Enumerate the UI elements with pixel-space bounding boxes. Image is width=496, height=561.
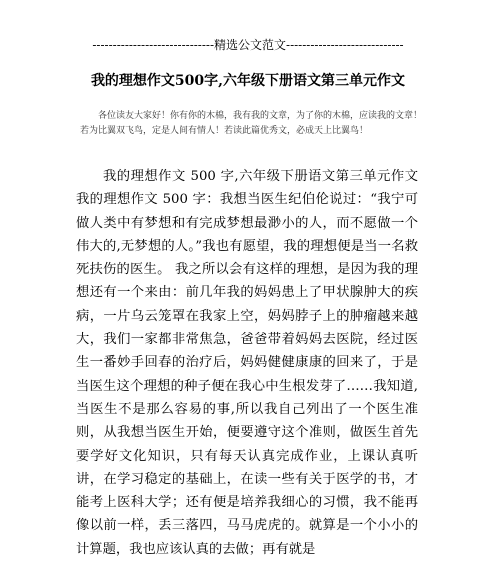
body-paragraph: 我的理想作文 500 字,六年级下册语文第三单元作文我的理想作文 500 字：我想当医生纪伯伦说过：“我宁可做人类中有梦想和有完成梦想最渺小的人，而不愿做一个伟大的,无梦想的人。”我也有愿望，我的理想便是当一名救死扶伤的医生。 我之所以会有这样的理想，是因为我的理想还有一个来由：前几年我的妈妈患上了甲状腺肿大的疾病，一片乌云笼罩在我家上空，妈妈脖子上的肿瘤越来越大，我们一家都非常焦急，爸爸带着妈妈去医院，经过医生一番妙手回春的治疗后，妈妈健健康康的回来了，于是当医生这个理想的种子便在我心中生根发芽了……我知道,当医生不是那么容易的事,所以我自己列出了一个医生准则，从我想当医生开始，便要遵守这个准则，做医生首先要学好文化知识，只有每天认真完成作业，上课认真听讲，在学习稳定的基础上，在读一些有关于医学的书，才能考上医科大学；还有便是培养我细心的习惯，我不能再像以前一样，丢三落四，马马虎虎的。就算是一个小小的计算题，我也应该认真的去做；再有就是	[76, 169, 418, 557]
document-title: 我的理想作文500字,六年级下册语文第三单元作文	[90, 73, 406, 89]
greeting-paragraph: 各位读友大家好！你有你的木棉，我有我的文章，为了你的木棉，应读我的文章！若为比翼双飞鸟，定是人间有情人！若读此篇优秀文，必成天上比翼鸟！	[80, 111, 423, 136]
header-rule: ------------------------------精选公文范文-----------------------------	[92, 38, 404, 52]
